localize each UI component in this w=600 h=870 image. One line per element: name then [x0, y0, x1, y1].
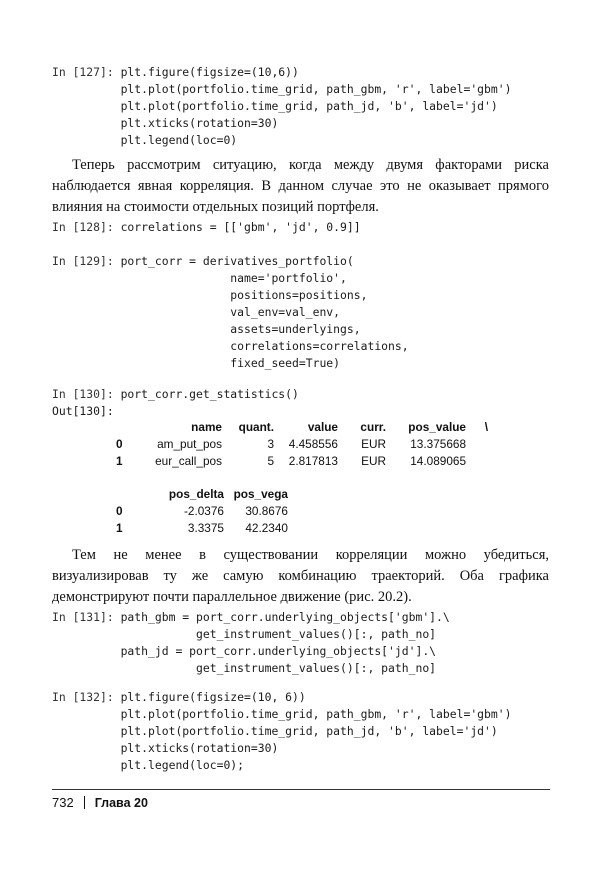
table-row	[116, 520, 288, 537]
column-header: quant.	[238, 420, 274, 434]
page-number: 732	[52, 795, 74, 810]
code-line: plt.plot(portfolio.time_grid, path_jd, 'b', label='jd')	[120, 99, 498, 113]
code-cell-127	[52, 64, 511, 149]
row-index: 1	[116, 521, 123, 535]
code-cell-132	[52, 689, 511, 774]
column-header: \	[484, 420, 488, 434]
code-line: path_jd = port_corr.underlying_objects['jd'].\	[120, 644, 437, 658]
table-cell: 3.3375	[187, 521, 224, 535]
code-line: plt.plot(portfolio.time_grid, path_gbm, 'r', label='gbm')	[120, 707, 512, 721]
output-table-greeks	[116, 486, 288, 537]
body-paragraph: Теперь рассмотрим ситуацию, когда между двумя факторами риска наблюдается явная корреляция. В данном случае это не оказывает прямого влияния на стоимости отдельных позиций портфеля.	[52, 157, 549, 215]
code-line: plt.figure(figsize=(10,6))	[120, 65, 299, 79]
output-table-stats	[116, 419, 488, 470]
cell-prompt: In [127]:	[52, 65, 121, 79]
code-line: val_env=val_env,	[120, 305, 341, 319]
output-prompt: Out[130]:	[52, 404, 114, 418]
table-cell: 13.375668	[410, 437, 466, 451]
code-line: plt.legend(loc=0)	[120, 133, 238, 147]
code-line: plt.figure(figsize=(10, 6))	[120, 690, 306, 704]
table-cell: -2.0376	[183, 504, 224, 518]
code-line: get_instrument_values()[:, path_no]	[120, 661, 437, 675]
cell-prompt: In [128]:	[52, 220, 121, 234]
row-index: 0	[116, 437, 123, 451]
page-footer	[52, 795, 148, 810]
table-cell: 42.2340	[245, 521, 288, 535]
code-line: port_corr.get_statistics()	[120, 387, 299, 401]
table-row	[116, 453, 488, 470]
table-header-row	[116, 486, 288, 503]
code-line: assets=underlyings,	[120, 322, 361, 336]
code-line: name='portfolio',	[120, 271, 347, 285]
footer-separator	[84, 796, 85, 809]
code-line: plt.plot(portfolio.time_grid, path_gbm, 'r', label='gbm')	[120, 82, 512, 96]
code-cell-131	[52, 609, 450, 677]
column-header: pos_value	[408, 420, 466, 434]
code-line: fixed_seed=True)	[120, 356, 341, 370]
table-cell: am_put_pos	[157, 437, 222, 451]
code-line: positions=positions,	[120, 288, 368, 302]
cell-prompt: In [129]:	[52, 254, 121, 268]
table-header-row	[116, 419, 488, 436]
table-row	[116, 436, 488, 453]
table-cell: EUR	[361, 454, 386, 468]
code-line: plt.plot(portfolio.time_grid, path_jd, 'b', label='jd')	[120, 724, 498, 738]
code-line: correlations=correlations,	[120, 339, 409, 353]
table-cell: EUR	[361, 437, 386, 451]
cell-prompt: In [132]:	[52, 690, 121, 704]
code-line: plt.xticks(rotation=30)	[120, 741, 279, 755]
column-header: curr.	[360, 420, 386, 434]
table-cell: 5	[267, 454, 274, 468]
code-line: plt.legend(loc=0);	[120, 758, 245, 772]
body-paragraph: Тем не менее в существовании корреляции можно убедиться, визуализировав ту же самую комбинацию траекторий. Оба графика демонстрируют почти параллельное движение (рис. 20.2).	[52, 547, 549, 605]
row-index: 0	[116, 504, 123, 518]
code-line: port_corr = derivatives_portfolio(	[120, 254, 354, 268]
table-cell: eur_call_pos	[155, 454, 222, 468]
code-cell-130	[52, 386, 299, 420]
row-index: 1	[116, 454, 123, 468]
table-row	[116, 503, 288, 520]
column-header: value	[307, 420, 338, 434]
column-header: name	[191, 420, 222, 434]
code-line: path_gbm = port_corr.underlying_objects['gbm'].\	[120, 610, 450, 624]
footer-rule	[52, 789, 550, 790]
code-line: plt.xticks(rotation=30)	[120, 116, 279, 130]
code-line: correlations = [['gbm', 'jd', 0.9]]	[120, 220, 361, 234]
table-cell: 14.089065	[410, 454, 466, 468]
code-cell-129	[52, 253, 409, 372]
table-cell: 30.8676	[245, 504, 288, 518]
table-cell: 4.458556	[288, 437, 338, 451]
code-line: get_instrument_values()[:, path_no]	[120, 627, 437, 641]
table-cell: 3	[267, 437, 274, 451]
cell-prompt: In [131]:	[52, 610, 121, 624]
table-cell: 2.817813	[288, 454, 338, 468]
column-header: pos_vega	[233, 487, 288, 501]
chapter-title: Глава 20	[94, 796, 148, 810]
code-cell-128	[52, 219, 361, 236]
cell-prompt: In [130]:	[52, 387, 121, 401]
column-header: pos_delta	[168, 487, 224, 501]
